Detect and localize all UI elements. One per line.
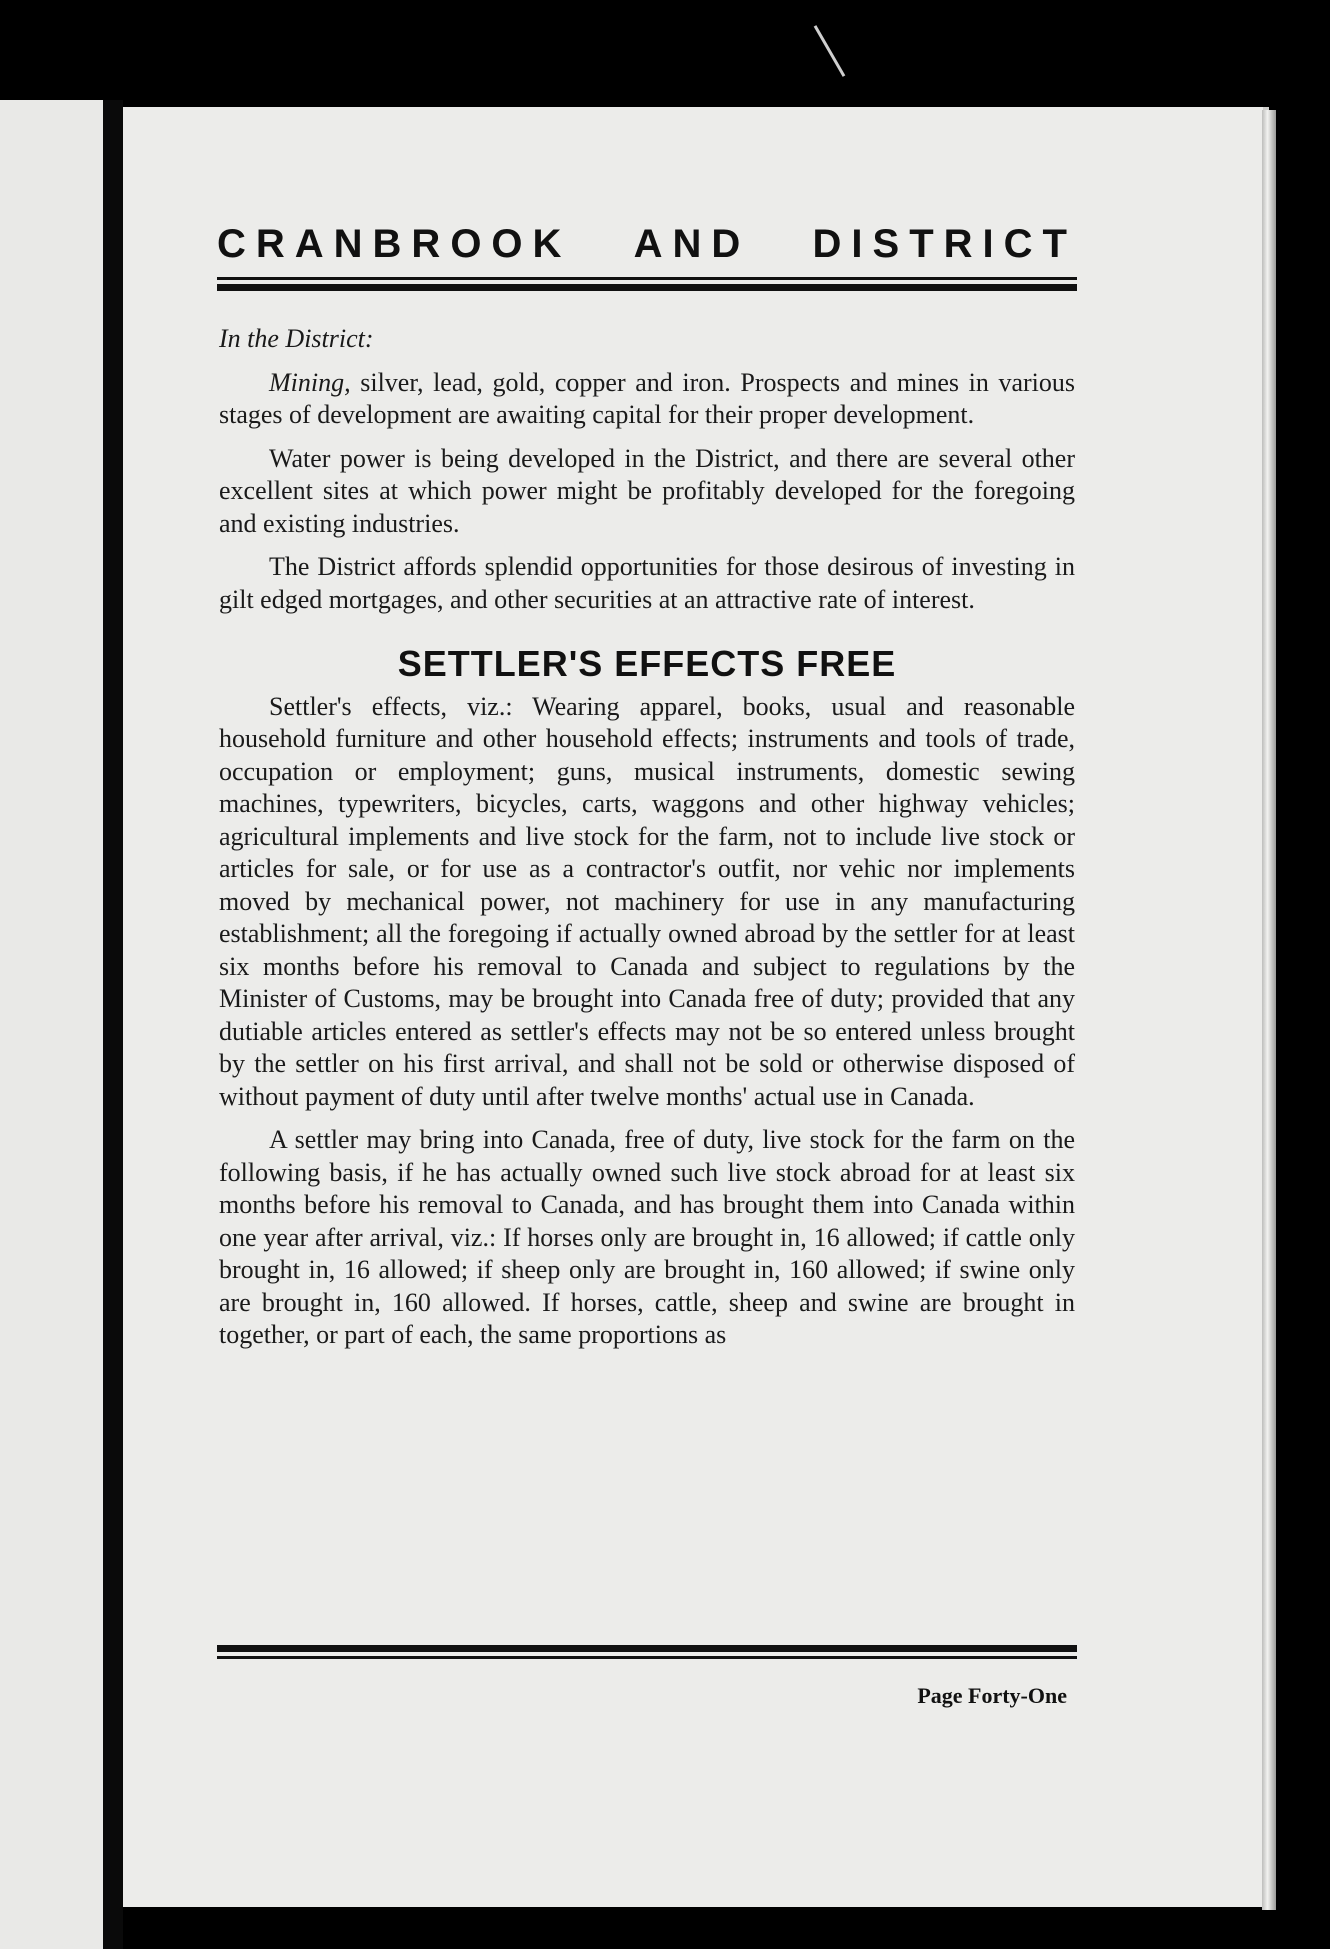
mining-lead: Mining, (269, 367, 351, 397)
header-word-3: DISTRICT (812, 222, 1077, 266)
body-text (219, 323, 1075, 1363)
district-heading: In the District: (219, 324, 374, 353)
page-header (217, 222, 1077, 267)
header-rule-thin (217, 277, 1077, 280)
header-rule-thick (217, 284, 1077, 291)
effects-paragraph: Settler's effects, viz.: Wearing apparel, books, usual and reasonable household furniture and other household effects; instruments and tools of trade, occupation or employment; guns, musical instruments, domestic sewing machines, typewriters, bicycles, carts, waggons and other highway vehicles; agricultural implements and live stock for the farm, not to include live stock or articles for sale, or for use as a contractor's outfit, nor vehic nor implements moved by mechanical power, not machinery for use in any manufacturing establishment; all the foregoing if actually owned abroad by the settler for at least six months before his removal to Canada and subject to regulations by the Minister of Customs, may be brought into Canada free of duty; provided that any dutiable articles entered as settler's effects may not be so entered unless brought by the settler on his first arrival, and shall not be sold or otherwise disposed of without payment of duty until after twelve months' actual use in Canada. (219, 691, 1075, 1111)
footer-rule-thin (217, 1656, 1077, 1659)
book-gutter (103, 100, 123, 1949)
investing-paragraph: The District affords splendid opportunities for those desirous of investing in gilt edged mortgages, and other securities at an attractive rate of interest. (219, 552, 1075, 614)
header-word-1: CRANBROOK (217, 222, 572, 266)
page-number: Page Forty-One (917, 1683, 1067, 1708)
footer-rule-thick (217, 1645, 1077, 1652)
section-title: SETTLER'S EFFECTS FREE (397, 643, 897, 684)
mining-paragraph (219, 367, 1075, 432)
left-page-edge (0, 100, 108, 1949)
mining-text: silver, lead, gold, copper and iron. Prospects and mines in various stages of development are awaiting capital for their proper development. (219, 367, 1075, 429)
header-word-2: AND (633, 222, 751, 266)
livestock-paragraph: A settler may bring into Canada, free of duty, live stock for the farm on the following basis, if he has actually owned such live stock abroad for at least six months before his removal to Canada, and has brought them into Canada within one year after arrival, viz.: If horses only are brought in, 16 allowed; if cattle only brought in, 16 allowed; if sheep only are brought in, 160 allowed; if swine only are brought in, 160 allowed. If horses, cattle, sheep and swine are brought in together, or part of each, the same proportions as (219, 1125, 1075, 1349)
water-paragraph: Water power is being developed in the District, and there are several other excellent sites at which power might be profitably developed for the foregoing and existing industries. (219, 443, 1075, 538)
scan-mark (814, 25, 846, 77)
page-edge-right (1262, 110, 1276, 1910)
